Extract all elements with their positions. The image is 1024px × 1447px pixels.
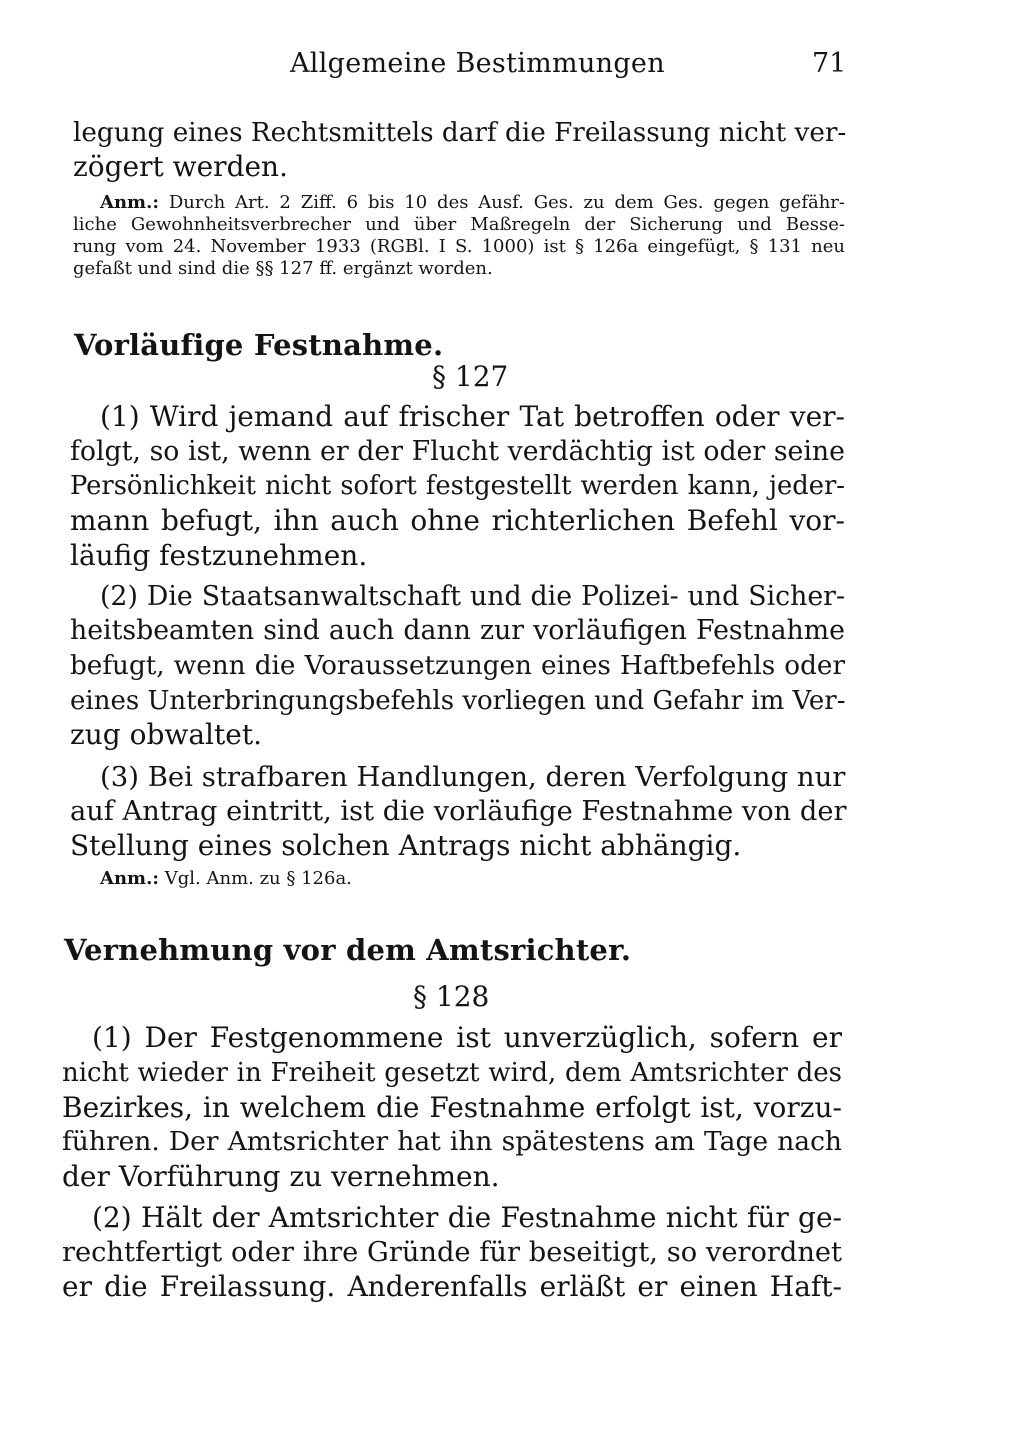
paragraph-line: heitsbeamten sind auch dann zur vorläufigen Festnahme bbox=[70, 615, 845, 646]
intro-note-line: rung vom 24. November 1933 (RGBl. I S. 1000) ist § 126a eingefügt, § 131 neu bbox=[73, 236, 845, 257]
paragraph-line: Bezirkes, in welchem die Festnahme erfolgt ist, vorzu- bbox=[62, 1091, 842, 1124]
paragraph-line: (2) Hält der Amtsrichter die Festnahme nicht für ge- bbox=[92, 1201, 842, 1234]
note-text: Vgl. Anm. zu § 126a. bbox=[164, 868, 352, 889]
section-note-127 bbox=[100, 868, 352, 890]
note-label: Anm.: bbox=[100, 192, 160, 213]
paragraph-line: auf Antrag eintritt, ist die vorläufige Festnahme von der bbox=[70, 796, 847, 827]
section-number-127: § 127 bbox=[432, 360, 509, 393]
paragraph-line: führen. Der Amtsrichter hat ihn spätestens am Tage nach bbox=[62, 1126, 842, 1157]
intro-line: legung eines Rechtsmittels darf die Freilassung nicht ver- bbox=[73, 118, 847, 148]
section-heading-128: Vernehmung vor dem Amtsrichter. bbox=[64, 933, 632, 967]
running-head: Allgemeine Bestimmungen bbox=[290, 48, 665, 79]
paragraph-line: (1) Der Festgenommene ist unverzüglich, sofern er bbox=[92, 1021, 842, 1054]
section-number-128: § 128 bbox=[413, 980, 490, 1013]
paragraph-line: Stellung eines solchen Antrags nicht abhängig. bbox=[70, 829, 742, 862]
paragraph-line: zug obwaltet. bbox=[70, 718, 262, 751]
paragraph-line: mann befugt, ihn auch ohne richterlichen Befehl vor- bbox=[70, 504, 845, 537]
note-label: Anm.: bbox=[100, 868, 160, 889]
intro-note-line: liche Gewohnheitsverbrecher und über Maßregeln der Sicherung und Besse- bbox=[73, 214, 845, 235]
paragraph-line: der Vorführung zu vernehmen. bbox=[62, 1160, 500, 1193]
paragraph-line: rechtfertigt oder ihre Gründe für beseitigt, so verordnet bbox=[62, 1237, 842, 1268]
paragraph-line: er die Freilassung. Anderenfalls erläßt er einen Haft- bbox=[62, 1270, 842, 1303]
note-text: Durch Art. 2 Ziff. 6 bis 10 des Ausf. Ges. zu dem Ges. gegen gefähr- bbox=[168, 192, 845, 213]
paragraph-line: (2) Die Staatsanwaltschaft und die Polizei- und Sicher- bbox=[100, 581, 845, 612]
intro-note-line: gefaßt und sind die §§ 127 ff. ergänzt worden. bbox=[73, 258, 493, 279]
paragraph-line: (1) Wird jemand auf frischer Tat betroffen oder ver- bbox=[100, 400, 845, 433]
paragraph-line: folgt, so ist, wenn er der Flucht verdächtig ist oder seine bbox=[70, 436, 845, 467]
paragraph-line: (3) Bei strafbaren Handlungen, deren Verfolgung nur bbox=[100, 761, 846, 793]
intro-line: zögert werden. bbox=[73, 150, 288, 183]
section-heading-127: Vorläufige Festnahme. bbox=[74, 328, 444, 362]
page-number: 71 bbox=[812, 48, 847, 79]
intro-note-line bbox=[100, 192, 845, 214]
paragraph-line: Persönlichkeit nicht sofort festgestellt werden kann, jeder- bbox=[70, 471, 845, 501]
paragraph-line: läufig festzunehmen. bbox=[70, 539, 368, 572]
paragraph-line: befugt, wenn die Voraussetzungen eines Haftbefehls oder bbox=[70, 651, 845, 681]
paragraph-line: nicht wieder in Freiheit gesetzt wird, dem Amtsrichter des bbox=[62, 1058, 842, 1088]
paragraph-line: eines Unterbringungsbefehls vorliegen und Gefahr im Ver- bbox=[70, 686, 846, 716]
